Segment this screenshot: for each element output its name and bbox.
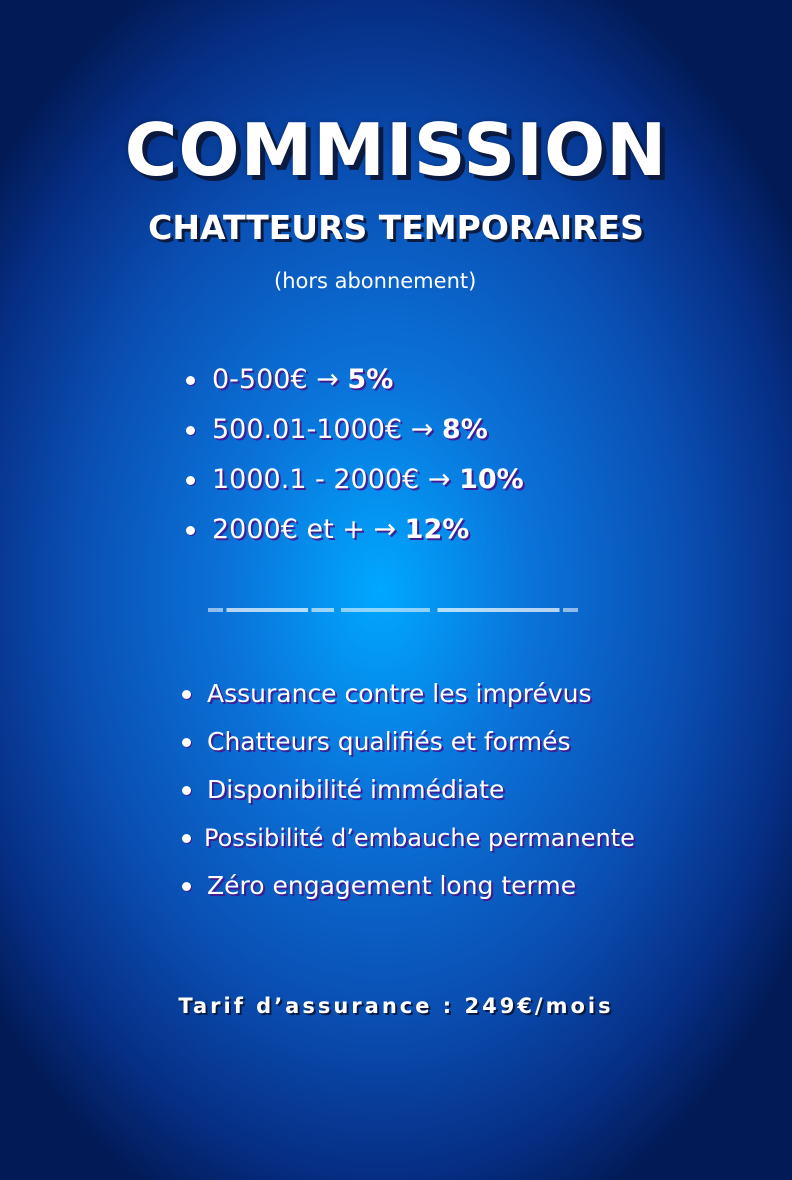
rate-item [186, 510, 524, 560]
page-subtitle: CHATTEURS TEMPORAIRES [148, 208, 644, 247]
rate-range: 0-500€ → [212, 364, 348, 395]
rate-item [186, 410, 524, 460]
rate-item [186, 460, 524, 510]
rate-range: 1000.1 - 2000€ → [212, 464, 460, 495]
feature-list [182, 675, 635, 915]
feature-item: Assurance contre les imprévus [182, 675, 635, 723]
insurance-price: Tarif d’assurance : 249€/mois [178, 994, 614, 1018]
feature-item: Possibilité d’embauche permanente [182, 819, 635, 867]
rate-item [186, 360, 524, 410]
rate-range: 500.01-1000€ → [212, 414, 442, 445]
subscription-note: (hors abonnement) [274, 269, 477, 293]
rate-percent: 12% [404, 514, 470, 545]
feature-item: Disponibilité immédiate [182, 771, 635, 819]
commission-rate-list [186, 360, 524, 560]
section-divider [208, 608, 578, 612]
feature-item: Chatteurs qualifiés et formés [182, 723, 635, 771]
rate-percent: 8% [441, 414, 488, 445]
feature-item: Zéro engagement long terme [182, 867, 635, 915]
rate-percent: 5% [347, 364, 394, 395]
page-title: COMMISSION [124, 108, 668, 192]
rate-percent: 10% [459, 464, 524, 495]
rate-range: 2000€ et + → [212, 514, 405, 545]
